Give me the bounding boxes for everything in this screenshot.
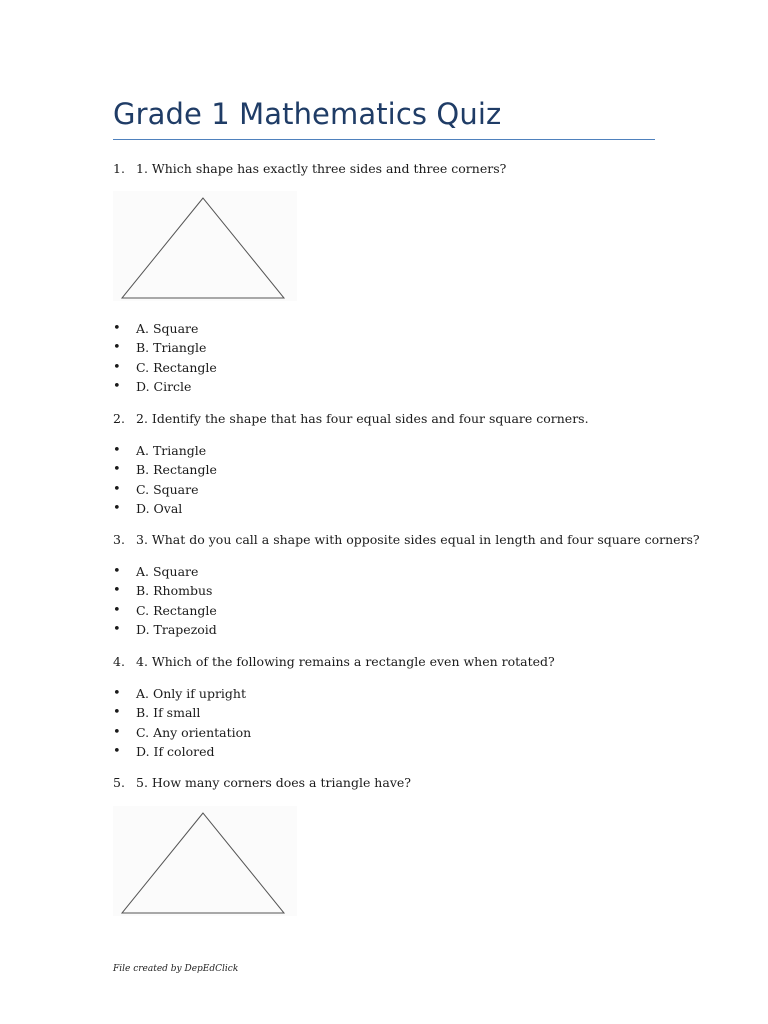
option-label: D. Circle: [136, 378, 192, 394]
question-text: 2. Identify the shape that has four equal sides and four square corners.: [136, 411, 589, 426]
option-item: [113, 377, 217, 396]
option-label: B. If small: [136, 705, 201, 721]
question-text: 4. Which of the following remains a rectangle even when rotated?: [136, 654, 555, 669]
bullet-icon: •: [113, 500, 121, 516]
option-label: D. Oval: [136, 500, 183, 516]
option-label: D. Trapezoid: [136, 621, 217, 637]
option-label: C. Rectangle: [136, 359, 217, 375]
option-label: B. Triangle: [136, 340, 207, 356]
option-item: [113, 499, 217, 518]
option-item: [113, 441, 217, 460]
option-label: A. Only if upright: [136, 686, 247, 701]
bullet-icon: •: [113, 462, 121, 478]
option-item: [113, 480, 217, 499]
option-item: [113, 742, 251, 761]
bullet-icon: •: [113, 340, 121, 356]
question-number: 1.: [113, 161, 125, 176]
option-label: A. Square: [136, 564, 199, 579]
question-text: 5. How many corners does a triangle have?: [136, 775, 411, 790]
options-list-1: [113, 319, 217, 396]
question-number: 4.: [113, 654, 125, 669]
bullet-icon: •: [113, 321, 121, 336]
bullet-icon: •: [113, 481, 121, 497]
option-item: [113, 723, 251, 742]
question-5: [113, 775, 411, 791]
bullet-icon: •: [113, 724, 121, 740]
question-number: 2.: [113, 411, 125, 426]
question-number: 3.: [113, 532, 125, 547]
option-label: B. Rectangle: [136, 462, 217, 478]
options-list-3: [113, 562, 217, 639]
option-item: [113, 703, 251, 722]
question-4: [113, 654, 555, 670]
page-title: Grade 1 Mathematics Quiz: [113, 97, 502, 131]
question-3: [113, 532, 700, 548]
question-2: [113, 411, 589, 427]
triangle-figure: [113, 806, 297, 916]
bullet-icon: •: [113, 705, 121, 721]
option-item: [113, 338, 217, 357]
bullet-icon: •: [113, 621, 121, 637]
option-label: D. If colored: [136, 743, 215, 759]
option-item: [113, 620, 217, 639]
bullet-icon: •: [113, 602, 121, 618]
options-list-4: [113, 684, 251, 761]
bullet-icon: •: [113, 743, 121, 759]
bullet-icon: •: [113, 564, 121, 579]
question-text: 3. What do you call a shape with opposite sides equal in length and four square corners?: [136, 532, 700, 547]
option-label: A. Triangle: [136, 443, 207, 458]
option-item: [113, 562, 217, 581]
triangle-figure: [113, 191, 297, 301]
question-number: 5.: [113, 775, 125, 790]
option-label: C. Rectangle: [136, 602, 217, 618]
option-item: [113, 358, 217, 377]
bullet-icon: •: [113, 359, 121, 375]
question-text: 1. Which shape has exactly three sides and three corners?: [136, 161, 507, 176]
options-list-2: [113, 441, 217, 518]
option-item: [113, 601, 217, 620]
option-label: B. Rhombus: [136, 583, 213, 599]
option-label: C. Any orientation: [136, 724, 252, 740]
title-divider: [113, 139, 655, 140]
option-item: [113, 684, 251, 703]
bullet-icon: •: [113, 443, 121, 458]
bullet-icon: •: [113, 686, 121, 701]
option-label: A. Square: [136, 321, 199, 336]
option-item: [113, 460, 217, 479]
option-label: C. Square: [136, 481, 199, 497]
option-item: [113, 319, 217, 338]
bullet-icon: •: [113, 583, 121, 599]
question-1: [113, 161, 506, 177]
bullet-icon: •: [113, 378, 121, 394]
footer-note: File created by DepEdClick: [113, 964, 239, 974]
option-item: [113, 581, 217, 600]
